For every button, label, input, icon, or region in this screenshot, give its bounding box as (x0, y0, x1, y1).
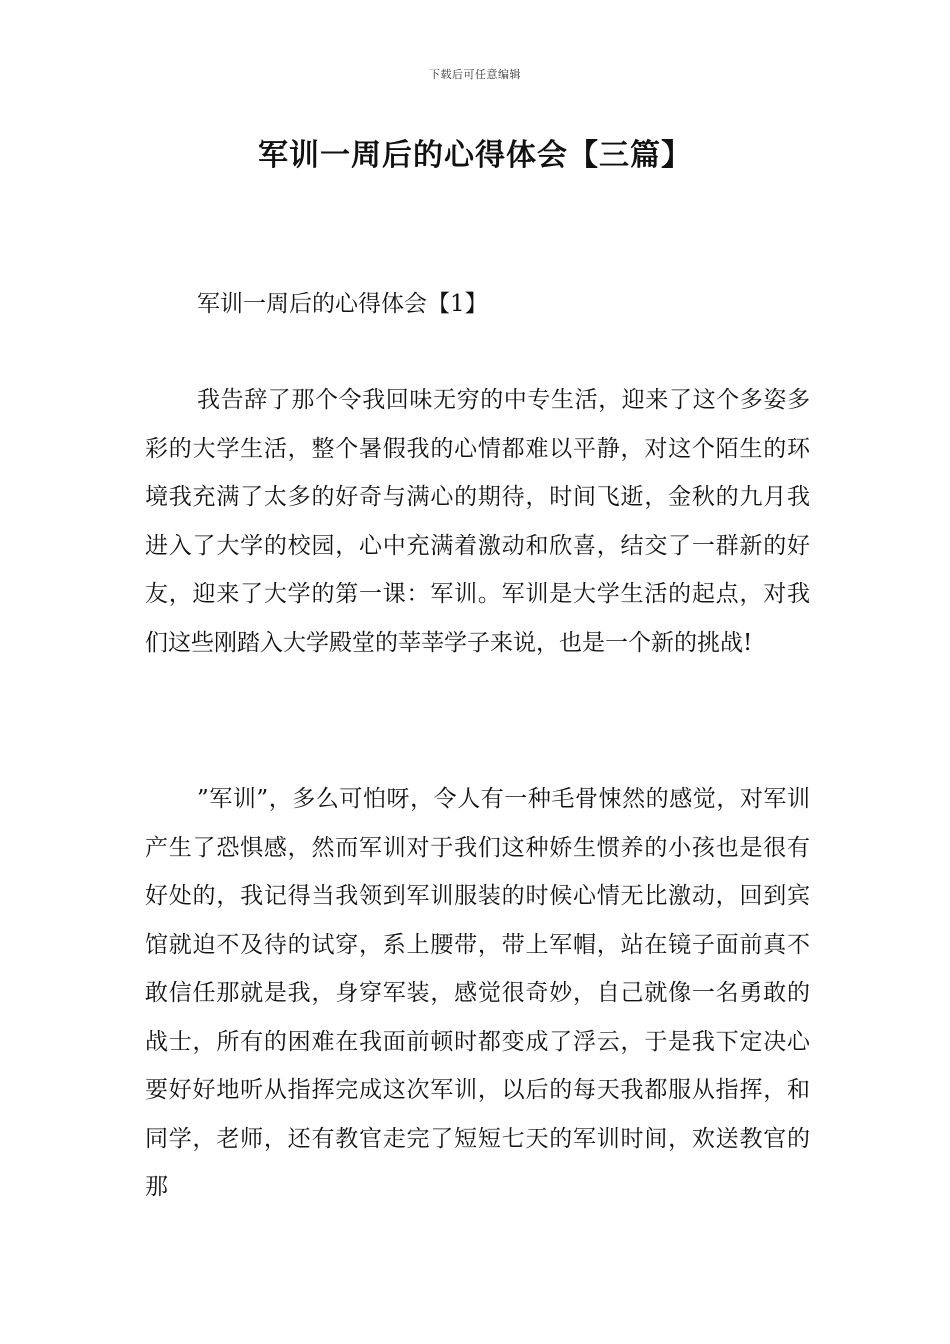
body-paragraph: ”军训”，多么可怕呀，令人有一种毛骨悚然的感觉，对军训产生了恐惧感，然而军训对于我们这种娇生惯养的小孩也是很有好处的，我记得当我领到军训服装的时候心情无比激动，回到宾馆就迫不及待的试穿，系上腰带，带上军帽，站在镜子面前真不敢信任那就是我，身穿军装，感觉很奇妙，自己就像一名勇敢的战士，所有的困难在我面前顿时都变成了浮云，于是我下定决心要好好地听从指挥完成这次军训，以后的每天我都服从指挥，和同学，老师，还有教官走完了短短七天的军训时间，欢送教官的那 (145, 786, 810, 1200)
body-paragraph: 我告辞了那个令我回味无穷的中专生活，迎来了这个多姿多彩的大学生活，整个暑假我的心情都难以平静，对这个陌生的环境我充满了太多的好奇与满心的期待，时间飞逝，金秋的九月我进入了大学的校园，心中充满着激动和欣喜，结交了一群新的好友，迎来了大学的第一课：军训。军训是大学生活的起点，对我们这些刚踏入大学殿堂的莘莘学子来说，也是一个新的挑战! (145, 387, 810, 656)
section-heading: 军训一周后的心得体会【1】 (197, 291, 488, 317)
document-title: 军训一周后的心得体会【三篇】 (258, 138, 692, 173)
header-note: 下载后可任意编辑 (429, 68, 521, 81)
